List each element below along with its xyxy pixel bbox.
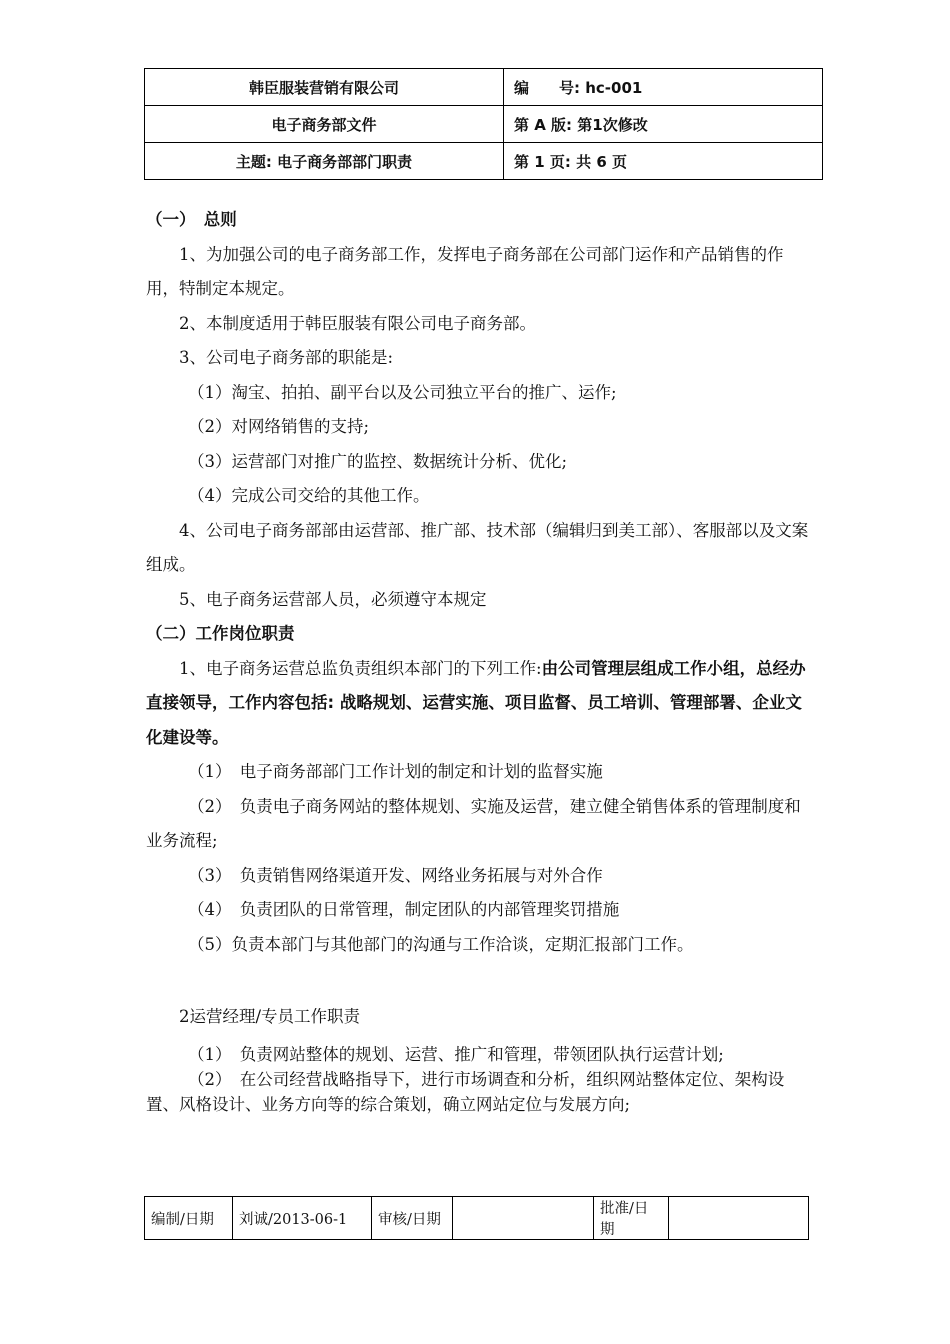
section-1-para-1: 1、为加强公司的电子商务部工作，发挥电子商务部在公司部门运作和产品销售的作用，特制定本规定。 <box>146 244 784 298</box>
director-duty-5: （5）负责本部门与其他部门的沟通与工作洽谈，定期汇报部门工作。 <box>188 934 694 954</box>
section-2-para-1-bold: 由公司管理层组成工作小组，总经办直接领导，工作内容包括: 战略规划、运营实施、项目监督、员工培训、管理部署、企业文化建设等。 <box>146 658 806 747</box>
section-2-para-1 <box>146 652 810 756</box>
document-version: 第 A 版: 第1次修改 <box>504 106 823 143</box>
page-indicator: 第 1 页: 共 6 页 <box>504 143 823 180</box>
manager-duties-list <box>146 1042 810 1117</box>
director-duty-3: （3） 负责销售网络渠道开发、网络业务拓展与对外合作 <box>188 865 603 885</box>
manager-duty-1: （1） 负责网站整体的规划、运营、推广和管理，带领团队执行运营计划; <box>188 1045 724 1064</box>
manager-duty-2: （2） 在公司经营战略指导下，进行市场调查和分析，组织网站整体定位、架构设置、风格设计、业务方向等的综合策划，确立网站定位与发展方向; <box>146 1070 785 1114</box>
function-item-1: （1）淘宝、拍拍、副平台以及公司独立平台的推广、运作; <box>188 382 617 402</box>
manager-duties-title: 2运营经理/专员工作职责 <box>179 1007 361 1026</box>
function-item-3: （3）运营部门对推广的监控、数据统计分析、优化; <box>188 451 568 471</box>
approved-by-label: 批准/日期 <box>594 1197 669 1240</box>
document-number: 编 号: hc-001 <box>504 69 823 106</box>
section-1-para-4: 4、公司电子商务部部由运营部、推广部、技术部（编辑归到美工部）、客服部以及文案组成。 <box>146 520 809 574</box>
function-item-4: （4）完成公司交给的其他工作。 <box>188 486 430 505</box>
function-item-2: （2）对网络销售的支持; <box>188 417 370 436</box>
section-1-para-2: 2、本制度适用于韩臣服装有限公司电子商务部。 <box>179 313 536 333</box>
document-header-table <box>144 68 823 180</box>
prepared-by-label: 编制/日期 <box>145 1197 233 1240</box>
signoff-table <box>144 1196 809 1240</box>
section-2-title: （二）工作岗位职责 <box>146 624 295 643</box>
prepared-by-value: 刘诚/2013-06-1 <box>233 1197 372 1240</box>
section-1-para-5: 5、电子商务运营部人员，必须遵守本规定 <box>179 589 487 609</box>
spacer <box>146 962 810 996</box>
director-duty-2: （2） 负责电子商务网站的整体规划、实施及运营，建立健全销售体系的管理制度和业务流程; <box>146 796 801 850</box>
reviewed-by-label: 审核/日期 <box>372 1197 453 1240</box>
section-1-para-3: 3、公司电子商务部的职能是: <box>179 348 394 367</box>
company-name: 韩臣服装营销有限公司 <box>145 69 504 106</box>
approved-by-value <box>669 1197 809 1240</box>
department-file: 电子商务部文件 <box>145 106 504 143</box>
document-body <box>146 203 810 1117</box>
director-duty-1: （1） 电子商务部部门工作计划的制定和计划的监督实施 <box>188 762 603 781</box>
section-2-para-1-text: 1、电子商务运营总监负责组织本部门的下列工作: <box>179 658 542 678</box>
reviewed-by-value <box>453 1197 594 1240</box>
director-duty-4: （4） 负责团队的日常管理，制定团队的内部管理奖罚措施 <box>188 900 620 919</box>
document-subject: 主题: 电子商务部部门职责 <box>145 143 504 180</box>
section-1-title: （一） 总则 <box>146 210 237 229</box>
